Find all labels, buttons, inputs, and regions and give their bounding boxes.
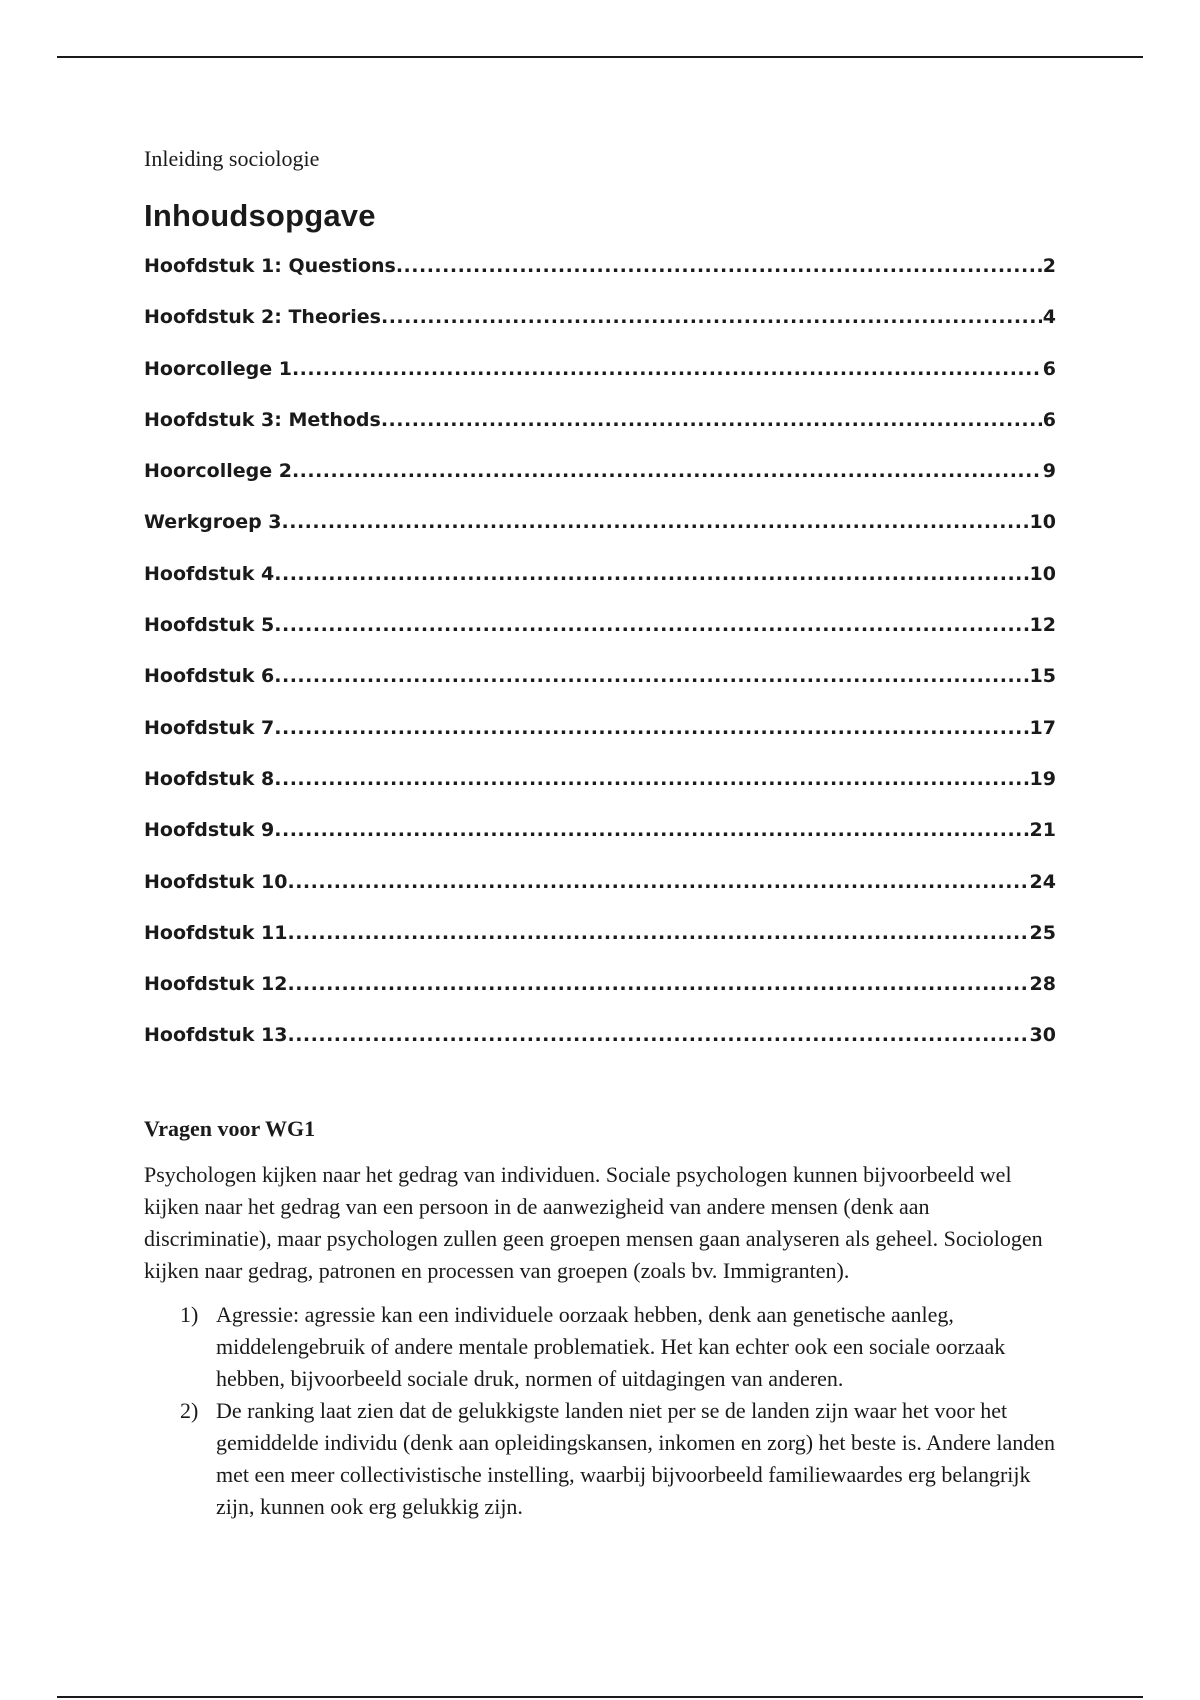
toc-entry[interactable] <box>144 818 1056 869</box>
toc-entry-label: Hoofdstuk 13 <box>144 1024 288 1047</box>
toc-entry[interactable] <box>144 562 1056 613</box>
toc-entry-page: 19 <box>1029 767 1056 790</box>
toc-entry-page: 21 <box>1029 819 1056 842</box>
toc-entry[interactable] <box>144 664 1056 715</box>
toc-entry-page: 24 <box>1029 870 1056 893</box>
answer-number: 1) <box>180 1301 199 1327</box>
toc-entry-label: Hoorcollege 1 <box>144 357 292 380</box>
toc-entry-label: Werkgroep 3 <box>144 511 282 534</box>
toc-entry-label: Hoofdstuk 1: Questions <box>144 255 396 277</box>
toc-entry-page: 12 <box>1029 614 1056 637</box>
toc-entry-page: 17 <box>1029 716 1056 739</box>
toc-leader-dots <box>287 1023 1028 1047</box>
page-content <box>144 142 1056 1523</box>
toc-entry-page: 9 <box>1042 460 1056 483</box>
toc-leader-dots <box>287 972 1028 996</box>
toc-entry-page: 6 <box>1042 357 1056 380</box>
toc-entry[interactable] <box>144 254 1056 305</box>
toc-entry-page: 4 <box>1042 306 1056 329</box>
toc-entry-label: Hoorcollege 2 <box>144 460 292 483</box>
toc-leader-dots <box>292 357 1042 381</box>
toc-leader-dots <box>274 767 1028 791</box>
toc-entry-label: Hoofdstuk 6 <box>144 665 275 688</box>
toc-entry-page: 25 <box>1029 921 1056 944</box>
answer-item <box>144 1299 1056 1395</box>
toc-leader-dots <box>274 818 1028 842</box>
intro-paragraph: Psychologen kijken naar het gedrag van individuen. Sociale psychologen kunnen bijvoorbeeld wel kijken naar het gedrag van een persoon in de aanwezigheid van andere mensen (denk aan discriminatie), maar psychologen zullen geen groepen mensen gaan analyseren als geheel. Sociologen kijken naar gedrag, patronen en processen van groepen (zoals bv. Immigranten). <box>144 1161 1043 1283</box>
toc-entry[interactable] <box>144 510 1056 561</box>
toc-entry[interactable] <box>144 613 1056 664</box>
toc-entry-page: 28 <box>1029 973 1056 996</box>
toc-entry-page: 30 <box>1029 1024 1056 1047</box>
toc-entry[interactable] <box>144 921 1056 972</box>
toc-entry-label: Hoofdstuk 2: Theories <box>144 306 381 329</box>
toc-leader-dots <box>282 510 1029 534</box>
toc-entry-label: Hoofdstuk 11 <box>144 921 288 944</box>
toc-title: Inhoudsopgave <box>144 198 376 233</box>
toc-entry-label: Hoofdstuk 4 <box>144 562 275 585</box>
toc-entry[interactable] <box>144 357 1056 408</box>
document-header: Inleiding sociologie <box>144 146 320 171</box>
toc-entry[interactable] <box>144 459 1056 510</box>
toc-entry-label: Hoofdstuk 8 <box>144 767 275 790</box>
answer-list <box>144 1299 1056 1523</box>
toc-entry-label: Hoofdstuk 9 <box>144 819 275 842</box>
toc-entry-page: 2 <box>1042 255 1056 277</box>
answer-text: De ranking laat zien dat de gelukkigste landen niet per se de landen zijn waar het voor het gemiddelde individu (denk aan opleidingskansen, inkomen en zorg) het beste is. Andere landen met een meer collectivistische instelling, waarbij bijvoorbeeld familiewaardes erg belangrijk zijn, kunnen ook erg gelukkig zijn. <box>216 1397 1056 1519</box>
table-of-contents <box>144 254 1056 1075</box>
toc-entry[interactable] <box>144 972 1056 1023</box>
toc-entry[interactable] <box>144 767 1056 818</box>
answer-item <box>144 1395 1056 1523</box>
toc-entry[interactable] <box>144 408 1056 459</box>
toc-entry-page: 10 <box>1029 562 1056 585</box>
toc-entry[interactable] <box>144 716 1056 767</box>
toc-leader-dots <box>287 921 1028 945</box>
toc-leader-dots <box>287 870 1028 894</box>
toc-leader-dots <box>274 716 1028 740</box>
answer-number: 2) <box>180 1397 199 1423</box>
toc-leader-dots <box>274 613 1028 637</box>
toc-entry-label: Hoofdstuk 7 <box>144 716 275 739</box>
toc-leader-dots <box>274 664 1028 688</box>
page-bottom-rule <box>57 1696 1143 1698</box>
toc-entry[interactable] <box>144 1023 1056 1074</box>
toc-entry-label: Hoofdstuk 10 <box>144 870 288 893</box>
answer-text: Agressie: agressie kan een individuele oorzaak hebben, denk aan genetische aanleg, middelengebruik of andere mentale problematiek. Het kan echter ook een sociale oorzaak hebben, bijvoorbeeld sociale druk, normen of uitdagingen van anderen. <box>216 1301 1006 1391</box>
toc-leader-dots <box>292 459 1042 483</box>
page-top-rule <box>57 56 1143 58</box>
toc-entry-label: Hoofdstuk 3: Methods <box>144 408 381 431</box>
toc-entry[interactable] <box>144 870 1056 921</box>
toc-leader-dots <box>274 562 1028 586</box>
toc-leader-dots <box>381 408 1042 432</box>
toc-entry-label: Hoofdstuk 5 <box>144 614 275 637</box>
toc-entry[interactable] <box>144 305 1056 356</box>
toc-entry-label: Hoofdstuk 12 <box>144 973 288 996</box>
toc-entry-page: 10 <box>1029 511 1056 534</box>
toc-leader-dots <box>381 305 1042 329</box>
section-heading: Vragen voor WG1 <box>144 1115 316 1141</box>
toc-entry-page: 6 <box>1042 408 1056 431</box>
toc-leader-dots <box>396 254 1042 278</box>
toc-entry-page: 15 <box>1029 665 1056 688</box>
